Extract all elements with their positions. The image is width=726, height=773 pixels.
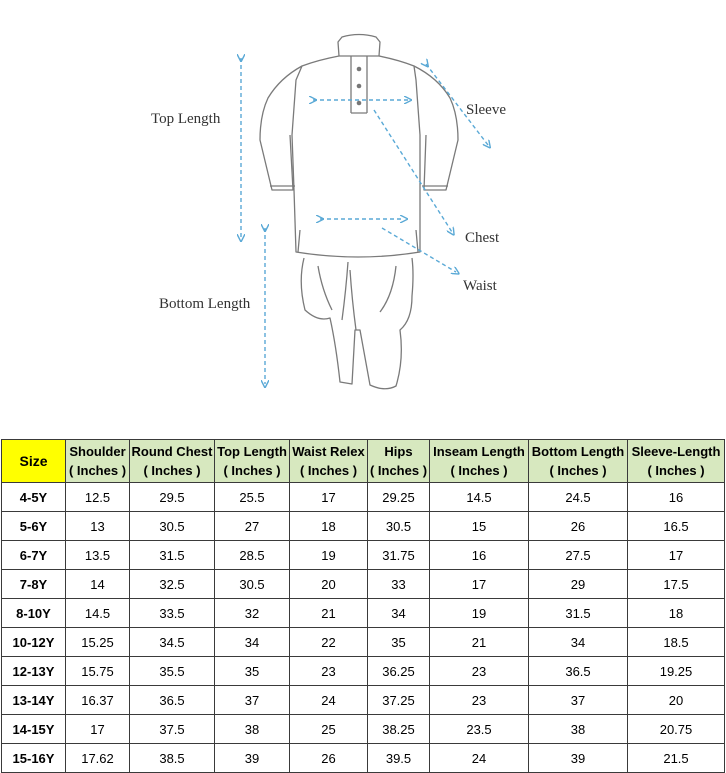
measurement-cell: 35.5 bbox=[130, 657, 215, 686]
measurement-cell: 15.25 bbox=[66, 628, 130, 657]
measurement-cell: 21 bbox=[290, 599, 368, 628]
measurement-cell: 17 bbox=[66, 715, 130, 744]
column-header-name: Top Length bbox=[217, 444, 287, 459]
bottom-length-label: Bottom Length bbox=[159, 296, 251, 312]
measurement-cell: 32 bbox=[215, 599, 290, 628]
column-header-name: Round Chest bbox=[131, 444, 213, 459]
column-header bbox=[628, 440, 725, 483]
table-row bbox=[2, 657, 725, 686]
measurement-cell: 35 bbox=[368, 628, 430, 657]
column-header-name: Shoulder bbox=[69, 444, 126, 459]
measurement-cell: 18 bbox=[628, 599, 725, 628]
top-length-label: Top Length bbox=[151, 111, 221, 127]
column-header-unit: ( Inches ) bbox=[299, 463, 358, 478]
size-chart-table bbox=[1, 439, 725, 773]
measurement-cell: 16 bbox=[628, 483, 725, 512]
size-cell: 13-14Y bbox=[2, 686, 66, 715]
measurement-cell: 38 bbox=[215, 715, 290, 744]
measurement-cell: 36.5 bbox=[130, 686, 215, 715]
column-header bbox=[215, 440, 290, 483]
measurement-cell: 37 bbox=[529, 686, 628, 715]
measurement-cell: 30.5 bbox=[368, 512, 430, 541]
measurement-cell: 35 bbox=[215, 657, 290, 686]
measurement-cell: 38.25 bbox=[368, 715, 430, 744]
measurement-cell: 12.5 bbox=[66, 483, 130, 512]
column-header-name: Bottom Length bbox=[531, 444, 625, 459]
column-header bbox=[430, 440, 529, 483]
measurement-cell: 17 bbox=[628, 541, 725, 570]
measurement-cell: 39.5 bbox=[368, 744, 430, 773]
measurement-cell: 15 bbox=[430, 512, 529, 541]
waist-pointer bbox=[382, 228, 456, 272]
measurement-cell: 36.25 bbox=[368, 657, 430, 686]
column-header bbox=[290, 440, 368, 483]
measurement-cell: 37 bbox=[215, 686, 290, 715]
measurement-cell: 34 bbox=[215, 628, 290, 657]
size-cell: 12-13Y bbox=[2, 657, 66, 686]
measurement-cell: 25.5 bbox=[215, 483, 290, 512]
measurement-cell: 16.5 bbox=[628, 512, 725, 541]
waist-label: Waist bbox=[463, 278, 497, 294]
size-cell: 7-8Y bbox=[2, 570, 66, 599]
measurement-cell: 34.5 bbox=[130, 628, 215, 657]
size-chart-body bbox=[2, 483, 725, 773]
measurement-cell: 20 bbox=[290, 570, 368, 599]
column-header-unit: ( Inches ) bbox=[223, 463, 281, 478]
column-header-name: Inseam Length bbox=[433, 444, 525, 459]
measurement-cell: 30.5 bbox=[215, 570, 290, 599]
measurement-cell: 30.5 bbox=[130, 512, 215, 541]
table-row bbox=[2, 628, 725, 657]
measurement-cell: 32.5 bbox=[130, 570, 215, 599]
column-header-name: Sleeve-Length bbox=[631, 444, 721, 459]
measurement-cell: 24 bbox=[430, 744, 529, 773]
measurement-cell: 17 bbox=[290, 483, 368, 512]
size-cell: 5-6Y bbox=[2, 512, 66, 541]
measurement-cell: 26 bbox=[290, 744, 368, 773]
measurement-cell: 33 bbox=[368, 570, 430, 599]
measurement-cell: 24.5 bbox=[529, 483, 628, 512]
measurement-cell: 39 bbox=[215, 744, 290, 773]
measurement-cell: 17.5 bbox=[628, 570, 725, 599]
sleeve-label: Sleeve bbox=[466, 102, 506, 118]
measurement-cell: 34 bbox=[368, 599, 430, 628]
column-header-unit: ( Inches ) bbox=[143, 463, 201, 478]
column-header-unit: ( Inches ) bbox=[647, 463, 705, 478]
table-row bbox=[2, 570, 725, 599]
table-row bbox=[2, 744, 725, 773]
measurement-cell: 39 bbox=[529, 744, 628, 773]
column-header-unit: ( Inches ) bbox=[68, 463, 127, 478]
table-header-row bbox=[2, 440, 725, 483]
measurement-cell: 17.62 bbox=[66, 744, 130, 773]
measurement-cell: 22 bbox=[290, 628, 368, 657]
size-cell: 8-10Y bbox=[2, 599, 66, 628]
measurement-cell: 26 bbox=[529, 512, 628, 541]
measurement-cell: 21 bbox=[430, 628, 529, 657]
measurement-cell: 19 bbox=[290, 541, 368, 570]
column-header-name: Hips bbox=[384, 444, 413, 459]
measurement-arrows bbox=[241, 58, 488, 384]
measurement-cell: 34 bbox=[529, 628, 628, 657]
column-header-unit: ( Inches ) bbox=[450, 463, 508, 478]
chest-pointer bbox=[374, 110, 452, 232]
measurement-cell: 15.75 bbox=[66, 657, 130, 686]
measurement-cell: 27 bbox=[215, 512, 290, 541]
measurement-cell: 24 bbox=[290, 686, 368, 715]
measurement-cell: 20.75 bbox=[628, 715, 725, 744]
measurement-cell: 29.5 bbox=[130, 483, 215, 512]
measurement-cell: 31.5 bbox=[529, 599, 628, 628]
measurement-cell: 23 bbox=[430, 657, 529, 686]
measurement-cell: 25 bbox=[290, 715, 368, 744]
measurement-cell: 16.37 bbox=[66, 686, 130, 715]
measurement-cell: 23 bbox=[290, 657, 368, 686]
measurement-cell: 23 bbox=[430, 686, 529, 715]
measurement-cell: 28.5 bbox=[215, 541, 290, 570]
measurement-cell: 17 bbox=[430, 570, 529, 599]
measurement-cell: 18 bbox=[290, 512, 368, 541]
measurement-cell: 13 bbox=[66, 512, 130, 541]
size-cell: 14-15Y bbox=[2, 715, 66, 744]
measurement-cell: 36.5 bbox=[529, 657, 628, 686]
measurement-cell: 16 bbox=[430, 541, 529, 570]
measurement-cell: 20 bbox=[628, 686, 725, 715]
measurement-cell: 19 bbox=[430, 599, 529, 628]
table-row bbox=[2, 715, 725, 744]
size-cell: 4-5Y bbox=[2, 483, 66, 512]
measurement-cell: 37.5 bbox=[130, 715, 215, 744]
table-row bbox=[2, 483, 725, 512]
measurement-cell: 27.5 bbox=[529, 541, 628, 570]
size-column-header: Size bbox=[2, 440, 66, 483]
measurement-cell: 14.5 bbox=[66, 599, 130, 628]
measurement-cell: 31.5 bbox=[130, 541, 215, 570]
measurement-cell: 21.5 bbox=[628, 744, 725, 773]
column-header bbox=[368, 440, 430, 483]
column-header bbox=[66, 440, 130, 483]
measurement-cell: 13.5 bbox=[66, 541, 130, 570]
measurement-cell: 23.5 bbox=[430, 715, 529, 744]
table-row bbox=[2, 686, 725, 715]
measurement-cell: 33.5 bbox=[130, 599, 215, 628]
measurement-cell: 18.5 bbox=[628, 628, 725, 657]
size-cell: 10-12Y bbox=[2, 628, 66, 657]
column-header bbox=[529, 440, 628, 483]
measurement-cell: 37.25 bbox=[368, 686, 430, 715]
size-cell: 6-7Y bbox=[2, 541, 66, 570]
size-cell: 15-16Y bbox=[2, 744, 66, 773]
measurement-cell: 38 bbox=[529, 715, 628, 744]
column-header-unit: ( Inches ) bbox=[369, 463, 428, 478]
measurement-cell: 14.5 bbox=[430, 483, 529, 512]
table-row bbox=[2, 512, 725, 541]
measurement-cell: 14 bbox=[66, 570, 130, 599]
column-header bbox=[130, 440, 215, 483]
measurement-cell: 31.75 bbox=[368, 541, 430, 570]
measurement-cell: 38.5 bbox=[130, 744, 215, 773]
column-header-unit: ( Inches ) bbox=[549, 463, 607, 478]
column-header-name: Waist Relex bbox=[292, 444, 365, 459]
measurement-cell: 29 bbox=[529, 570, 628, 599]
chest-label: Chest bbox=[465, 230, 500, 246]
measurement-cell: 19.25 bbox=[628, 657, 725, 686]
table-row bbox=[2, 541, 725, 570]
measurement-cell: 29.25 bbox=[368, 483, 430, 512]
table-row bbox=[2, 599, 725, 628]
